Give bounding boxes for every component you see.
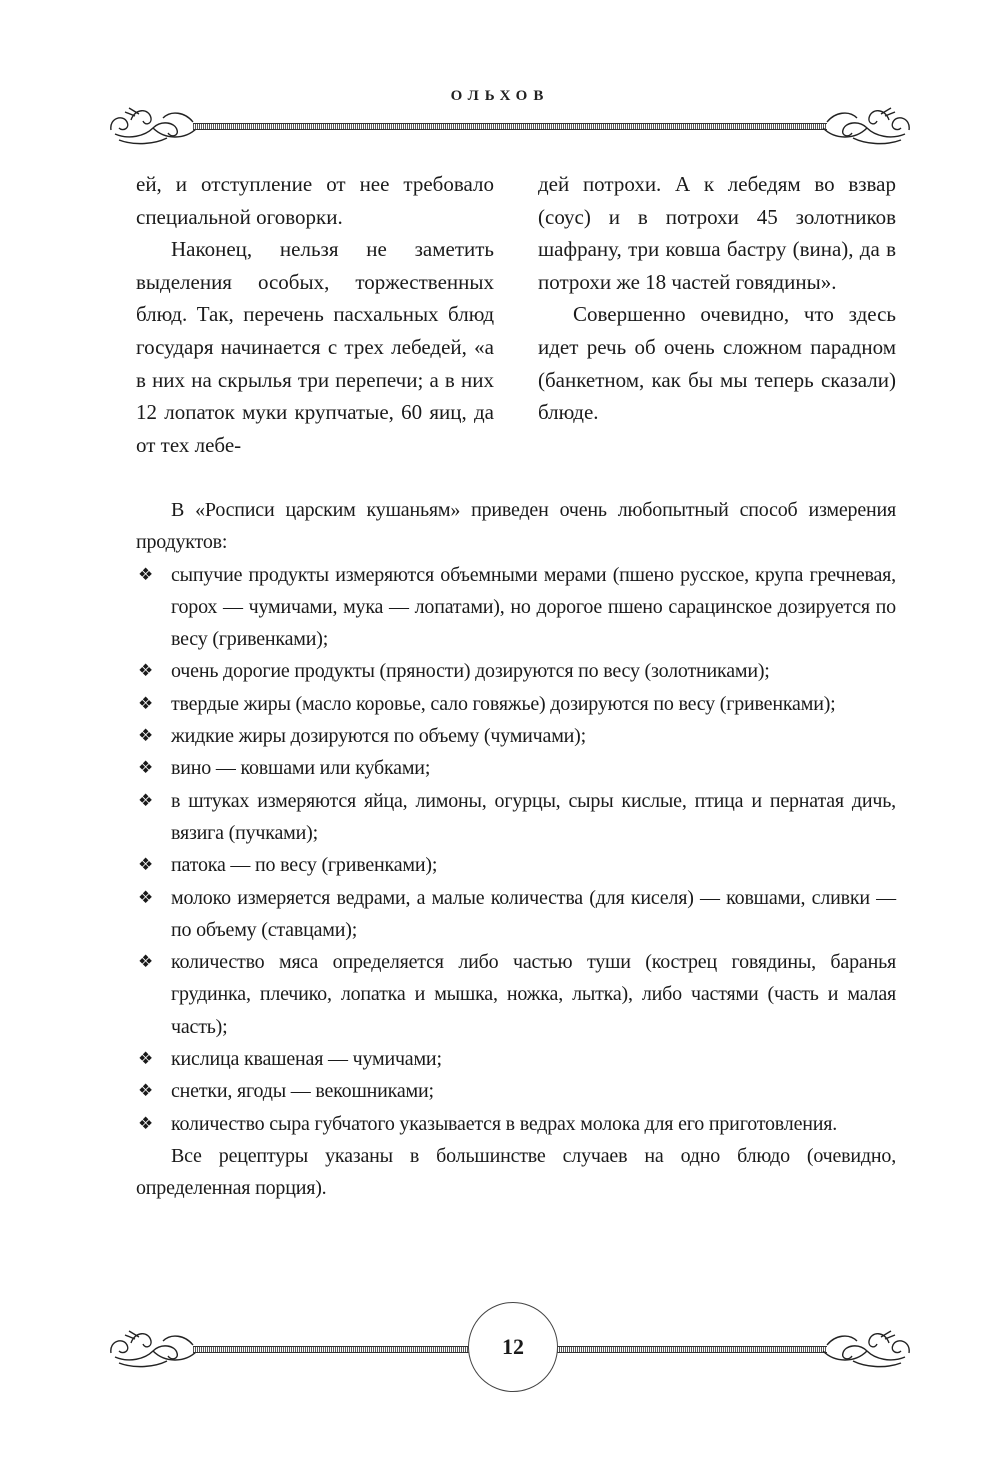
list-item: ❖ очень дорогие продукты (пряности) дозируются по весу (золотниками);: [136, 655, 896, 687]
list-item: ❖ количество мяса определяется либо частью туши (кострец говядины, баранья грудинка, плечико, лопатка и мышка, ножка, лытка), либо частями (часть и малая часть);: [136, 946, 896, 1043]
diamond-bullet-icon: ❖: [138, 1081, 154, 1101]
measurement-section: [136, 494, 896, 1205]
diamond-bullet-icon: ❖: [138, 887, 154, 907]
list-item: ❖ твердые жиры (масло коровье, сало говяжье) дозируются по весу (гривенками);: [136, 688, 896, 720]
diamond-bullet-icon: ❖: [138, 1113, 154, 1133]
diamond-bullet-icon: ❖: [138, 661, 154, 681]
scroll-ornament-icon: [105, 1323, 205, 1373]
diamond-bullet-icon: ❖: [138, 1049, 154, 1069]
two-column-section: [136, 168, 896, 461]
paragraph-continuation: ей, и отступление от нее требовало специальной оговорки.: [136, 172, 494, 229]
left-column: [136, 168, 494, 461]
right-column: [538, 168, 896, 461]
paragraph-continuation: дей потрохи. А к лебедям во взвар (соус) и в потрохи 45 золотников шафрану, три ковша бастру (вина), да в потрохи же 18 частей говядины».: [538, 172, 896, 294]
diamond-bullet-icon: ❖: [138, 564, 154, 584]
list-item: ❖ снетки, ягоды — векошниками;: [136, 1075, 896, 1107]
list-item: ❖ в штуках измеряются яйца, лимоны, огурцы, сыры кислые, птица и пернатая дичь, вязига (пучками);: [136, 785, 896, 850]
diamond-bullet-icon: ❖: [138, 952, 154, 972]
diamond-bullet-icon: ❖: [138, 758, 154, 778]
running-head-title: ОЛЬХОВ: [450, 88, 550, 104]
list-item: ❖ жидкие жиры дозируются по объему (чумичами);: [136, 720, 896, 752]
list-item: ❖ количество сыра губчатого указывается в ведрах молока для его приготовления.: [136, 1108, 896, 1140]
intro-paragraph: В «Росписи царским кушаньям» приведен очень любопытный способ измерения продуктов:: [136, 499, 896, 554]
list-item: ❖ вино — ковшами или кубками;: [136, 752, 896, 784]
diamond-bullet-icon: ❖: [138, 790, 154, 810]
diamond-bullet-icon: ❖: [138, 855, 154, 875]
list-item: ❖ патока — по весу (гривенками);: [136, 849, 896, 881]
paragraph: Совершенно очевидно, что здесь идет речь об очень сложном парадном (банкетном, как бы мы теперь сказали) блюде.: [538, 302, 896, 425]
decorative-rule: [193, 123, 827, 130]
diamond-bullet-icon: ❖: [138, 693, 154, 713]
page-number: 12: [468, 1302, 558, 1392]
list-item: ❖ кислица квашеная — чумичами;: [136, 1043, 896, 1075]
scroll-ornament-icon: [815, 100, 915, 150]
measurement-list: [136, 559, 896, 1140]
diamond-bullet-icon: ❖: [138, 726, 154, 746]
list-item: ❖ сыпучие продукты измеряются объемными мерами (пшено русское, крупа гречневая, горох — чумичами, мука — лопатами), но дорогое пшено сарацинское дозируется по весу (гривенками);: [136, 559, 896, 656]
list-item: ❖ молоко измеряется ведрами, а малые количества (для киселя) — ковшами, сливки — по объему (ставцами);: [136, 882, 896, 947]
paragraph: Наконец, нельзя не заметить выделения особых, торжественных блюд. Так, перечень пасхальных блюд государя начинается с трех лебедей, «а в них на скрылья три перепечи; а в них 12 лопаток муки крупчатые, 60 яиц, да от тех лебе-: [136, 237, 494, 457]
scroll-ornament-icon: [815, 1323, 915, 1373]
closing-paragraph: Все рецептуры указаны в большинстве случаев на одно блюдо (очевидно, определенная порция).: [136, 1144, 896, 1200]
top-ornament-divider: [105, 100, 915, 150]
scroll-ornament-icon: [105, 100, 205, 150]
